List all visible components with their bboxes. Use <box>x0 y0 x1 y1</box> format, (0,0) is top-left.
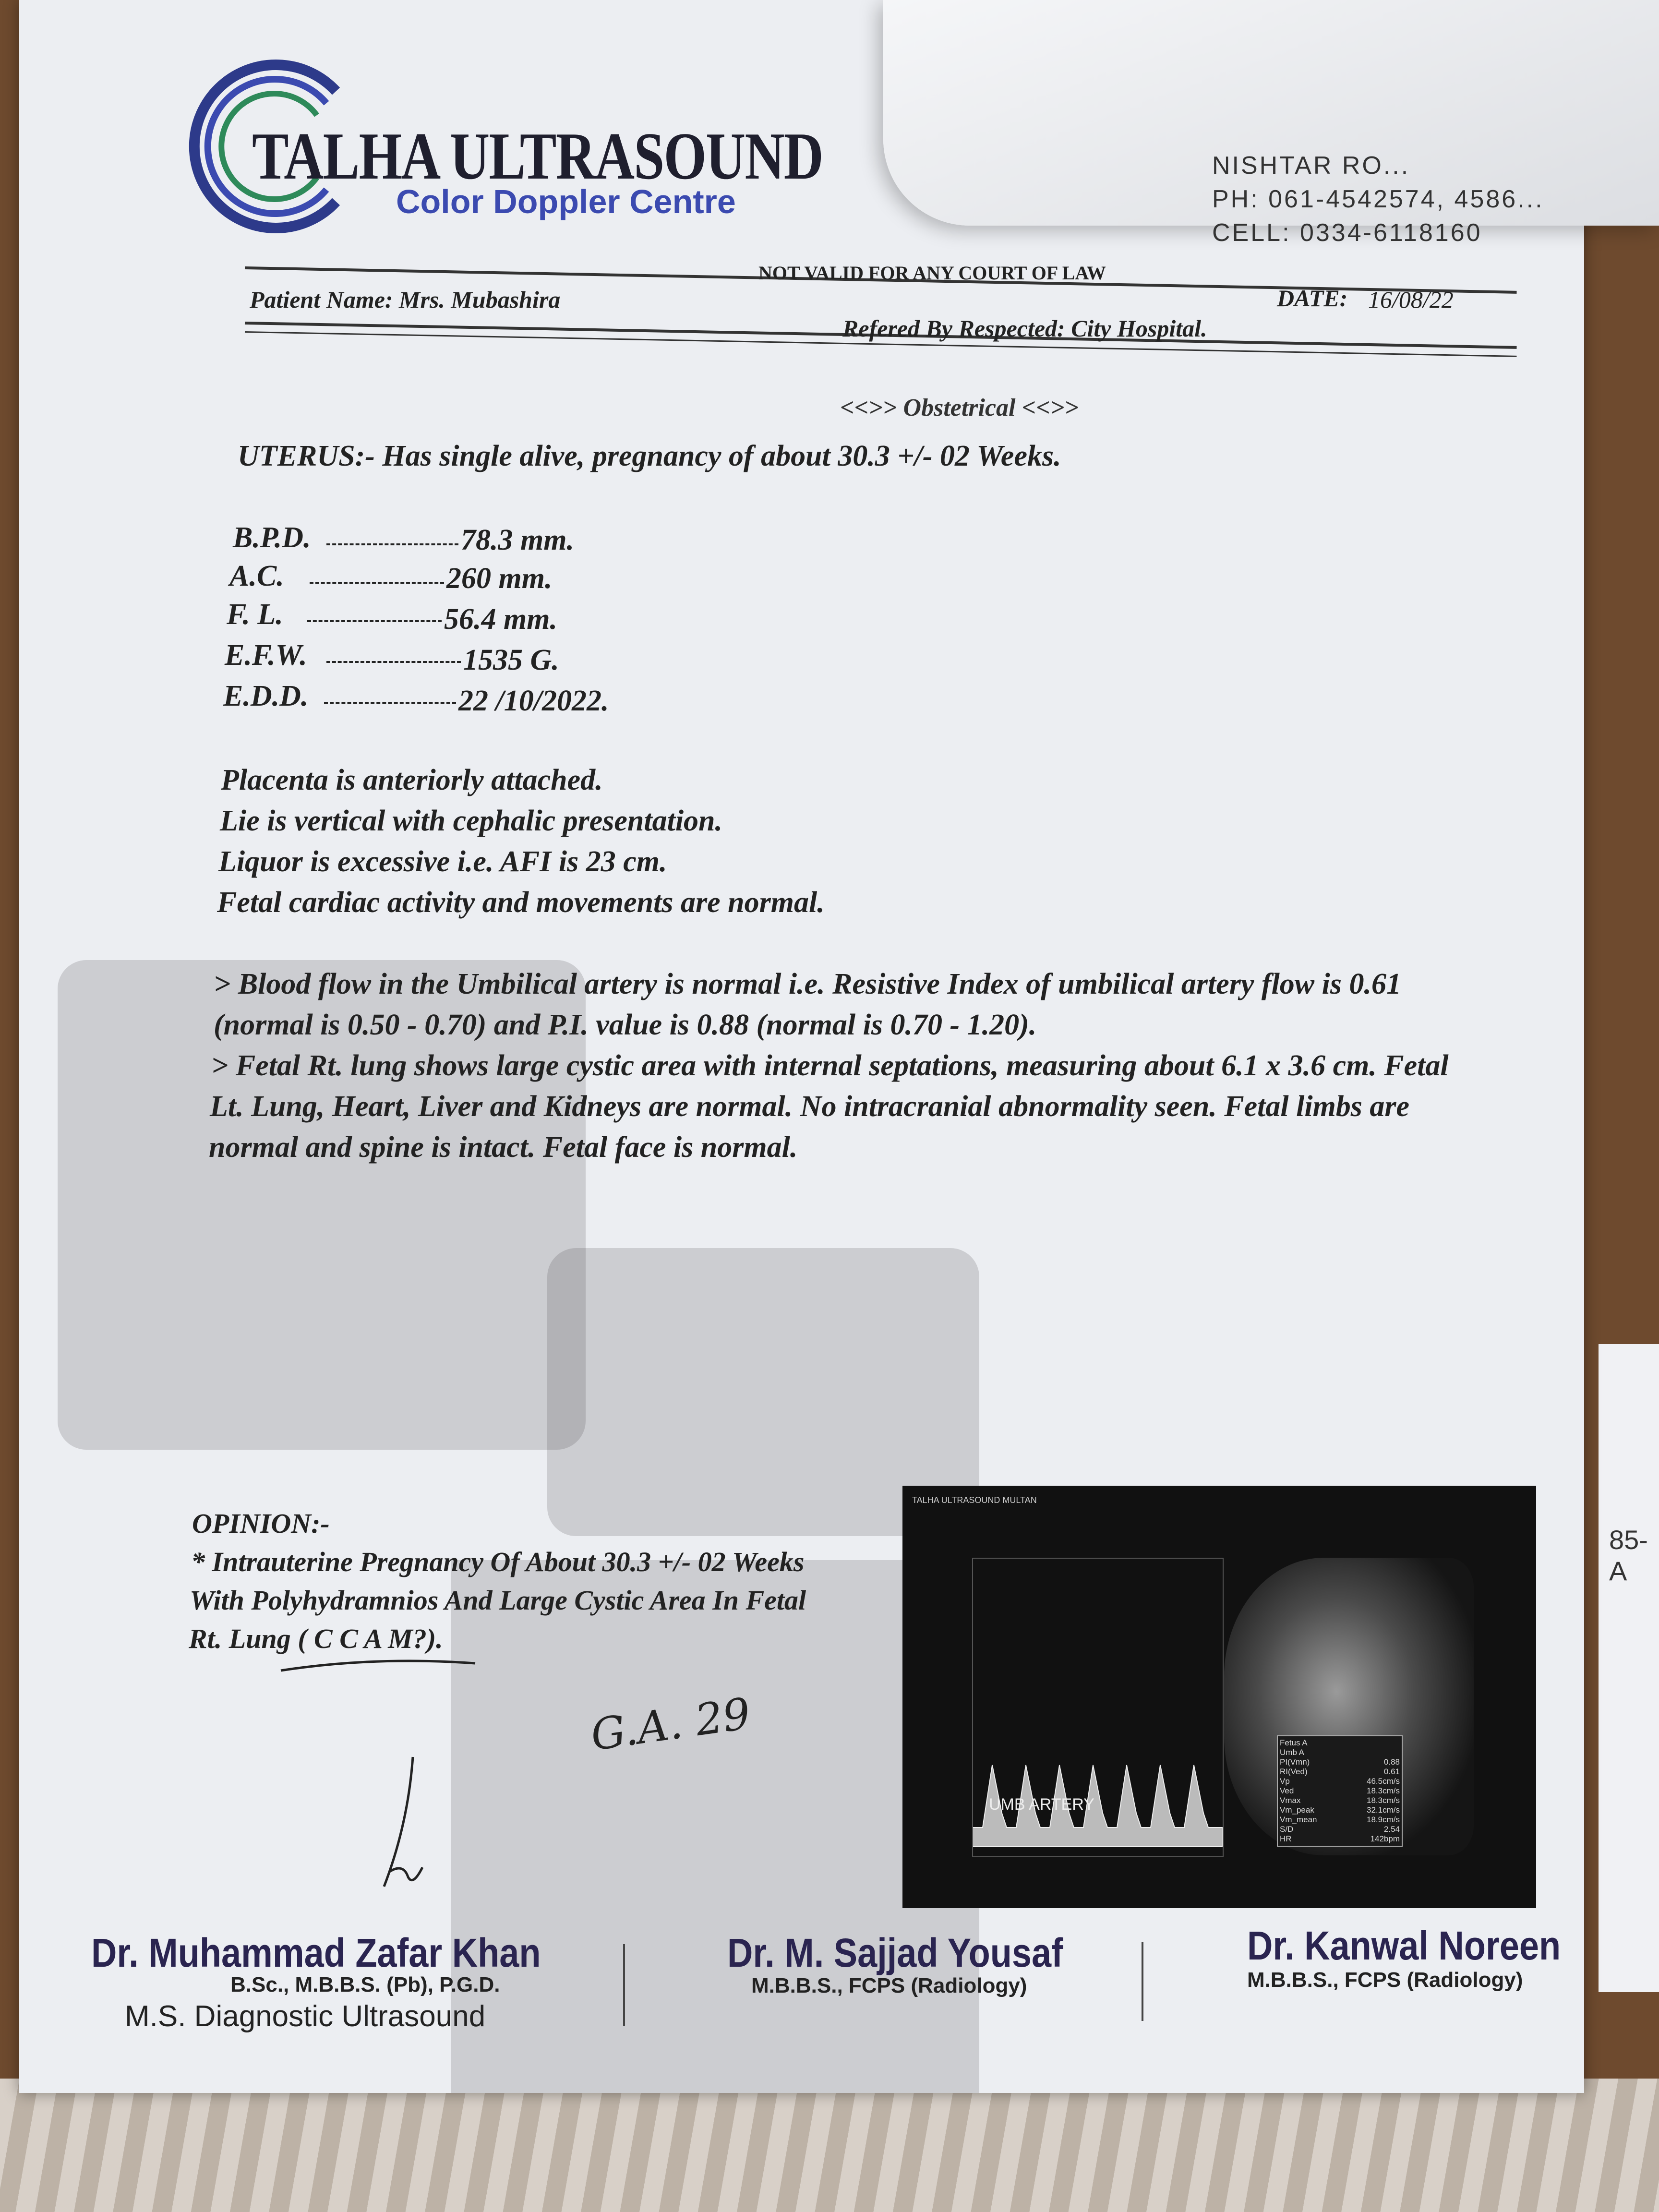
finding-line: Lie is vertical with cephalic presentation. <box>220 805 723 837</box>
doppler-ultrasound-image <box>902 1486 1536 1908</box>
measurement-value: 1535 G. <box>463 644 559 676</box>
overlay-row: Vmax 18.3cm/s <box>1280 1796 1400 1805</box>
measurement-value: 22 /10/2022. <box>458 685 609 717</box>
brand-subtitle: Color Doppler Centre <box>396 183 736 220</box>
brand-name: TALHA ULTRASOUND <box>252 119 823 193</box>
doppler-line: > Fetal Rt. lung shows large cystic area with internal septations, measuring about 6.1 x 3.6 cm. Fetal <box>211 1049 1449 1082</box>
opinion-line: * Intrauterine Pregnancy Of About 30.3 +/- 02 Weeks <box>191 1546 805 1577</box>
ultrasound-header: TALHA ULTRASOUND MULTAN <box>912 1495 1037 1505</box>
overlay-row: Umb A <box>1280 1748 1305 1757</box>
overlay-row: Vm_mean 18.9cm/s <box>1280 1815 1400 1824</box>
table-surface <box>0 2079 1659 2212</box>
finding-line: Placenta is anteriorly attached. <box>221 764 603 796</box>
overlay-row: Ved 18.3cm/s <box>1280 1786 1400 1795</box>
uterus-finding: UTERUS:- Has single alive, pregnancy of about 30.3 +/- 02 Weeks. <box>238 440 1061 472</box>
measurement-label: F. L. <box>227 598 283 631</box>
handwritten-note: G.A. 29 <box>588 1688 754 1761</box>
overlay-row: Vp 46.5cm/s <box>1280 1777 1400 1786</box>
doppler-line: > Blood flow in the Umbilical artery is normal i.e. Resistive Index of umbilical artery flow is 0.61 <box>214 968 1402 1000</box>
doctor-name: Dr. M. Sajjad Yousaf <box>727 1930 1063 1975</box>
hand-shadow <box>451 1560 979 2093</box>
opinion-line: Rt. Lung ( C C A M?). <box>189 1623 443 1654</box>
opinion-line: With Polyhydramnios And Large Cystic Area In Fetal <box>190 1585 806 1616</box>
not-valid-notice: NOT VALID FOR ANY COURT OF LAW <box>758 262 1106 284</box>
doctor-qualification: B.Sc., M.B.B.S. (Pb), P.G.D. <box>230 1973 500 1996</box>
measurement-value: 260 mm. <box>446 562 553 595</box>
measurement-label: B.P.D. <box>233 521 311 554</box>
report-title: <<>> Obstetrical <<>> <box>840 394 1079 421</box>
finding-line: Liquor is excessive i.e. AFI is 23 cm. <box>218 845 667 878</box>
measurement-label: E.F.W. <box>225 639 307 672</box>
leader-dashes <box>326 543 458 545</box>
doctor-name: Dr. Muhammad Zafar Khan <box>91 1930 541 1975</box>
date-value: 16/08/22 <box>1368 286 1454 313</box>
leader-dashes <box>307 620 442 622</box>
overlay-row: RI(Ved) 0.61 <box>1280 1767 1400 1776</box>
overlay-row: Vm_peak 32.1cm/s <box>1280 1805 1400 1815</box>
adjacent-sheet-text: 85-A <box>1609 1525 1648 1586</box>
overlay-row: Fetus A <box>1280 1738 1308 1747</box>
measurement-label: A.C. <box>229 560 284 592</box>
divider <box>1142 1942 1143 2021</box>
phone-line: PH: 061-4542574, 4586... <box>1212 185 1544 213</box>
overlay-row: S/D 2.54 <box>1280 1825 1400 1834</box>
measurement-label: E.D.D. <box>223 680 309 712</box>
ultrasound-label: UMB ARTERY <box>989 1795 1094 1814</box>
leader-dashes <box>326 661 461 663</box>
doctor-qualification: M.B.B.S., FCPS (Radiology) <box>751 1974 1027 1997</box>
leader-dashes <box>310 582 444 584</box>
referred-by: Refered By Respected: City Hospital. <box>842 315 1207 342</box>
patient-name: Patient Name: Mrs. Mubashira <box>250 286 561 313</box>
doppler-line: Lt. Lung, Heart, Liver and Kidneys are normal. No intracranial abnormality seen. Fetal limbs are <box>210 1090 1410 1123</box>
cell-line: CELL: 0334-6118160 <box>1212 219 1482 247</box>
overlay-row: PI(Vmn) 0.88 <box>1280 1757 1400 1767</box>
overlay-row: HR 142bpm <box>1280 1834 1400 1843</box>
doctor-role: M.S. Diagnostic Ultrasound <box>125 2000 486 2033</box>
finding-line: Fetal cardiac activity and movements are normal. <box>217 886 825 919</box>
opinion-heading: OPINION:- <box>192 1508 330 1539</box>
address-line: NISHTAR RO... <box>1212 152 1410 180</box>
adjacent-sheet <box>1599 1344 1659 1992</box>
divider <box>623 1944 625 2026</box>
handwritten-underline <box>278 1656 480 1675</box>
doctor-name: Dr. Kanwal Noreen <box>1247 1923 1561 1968</box>
contact-block <box>1212 149 1544 250</box>
date-label: DATE: <box>1277 285 1348 312</box>
doppler-line: normal and spine is intact. Fetal face is normal. <box>209 1131 798 1164</box>
measurement-value: 56.4 mm. <box>444 603 557 636</box>
measurement-value: 78.3 mm. <box>461 524 574 556</box>
doctor-qualification: M.B.B.S., FCPS (Radiology) <box>1247 1968 1523 1992</box>
doppler-line: (normal is 0.50 - 0.70) and P.I. value is 0.88 (normal is 0.70 - 1.20). <box>214 1009 1037 1041</box>
measurement-overlay <box>1277 1735 1403 1847</box>
signature <box>374 1752 432 1896</box>
leader-dashes <box>324 702 456 704</box>
